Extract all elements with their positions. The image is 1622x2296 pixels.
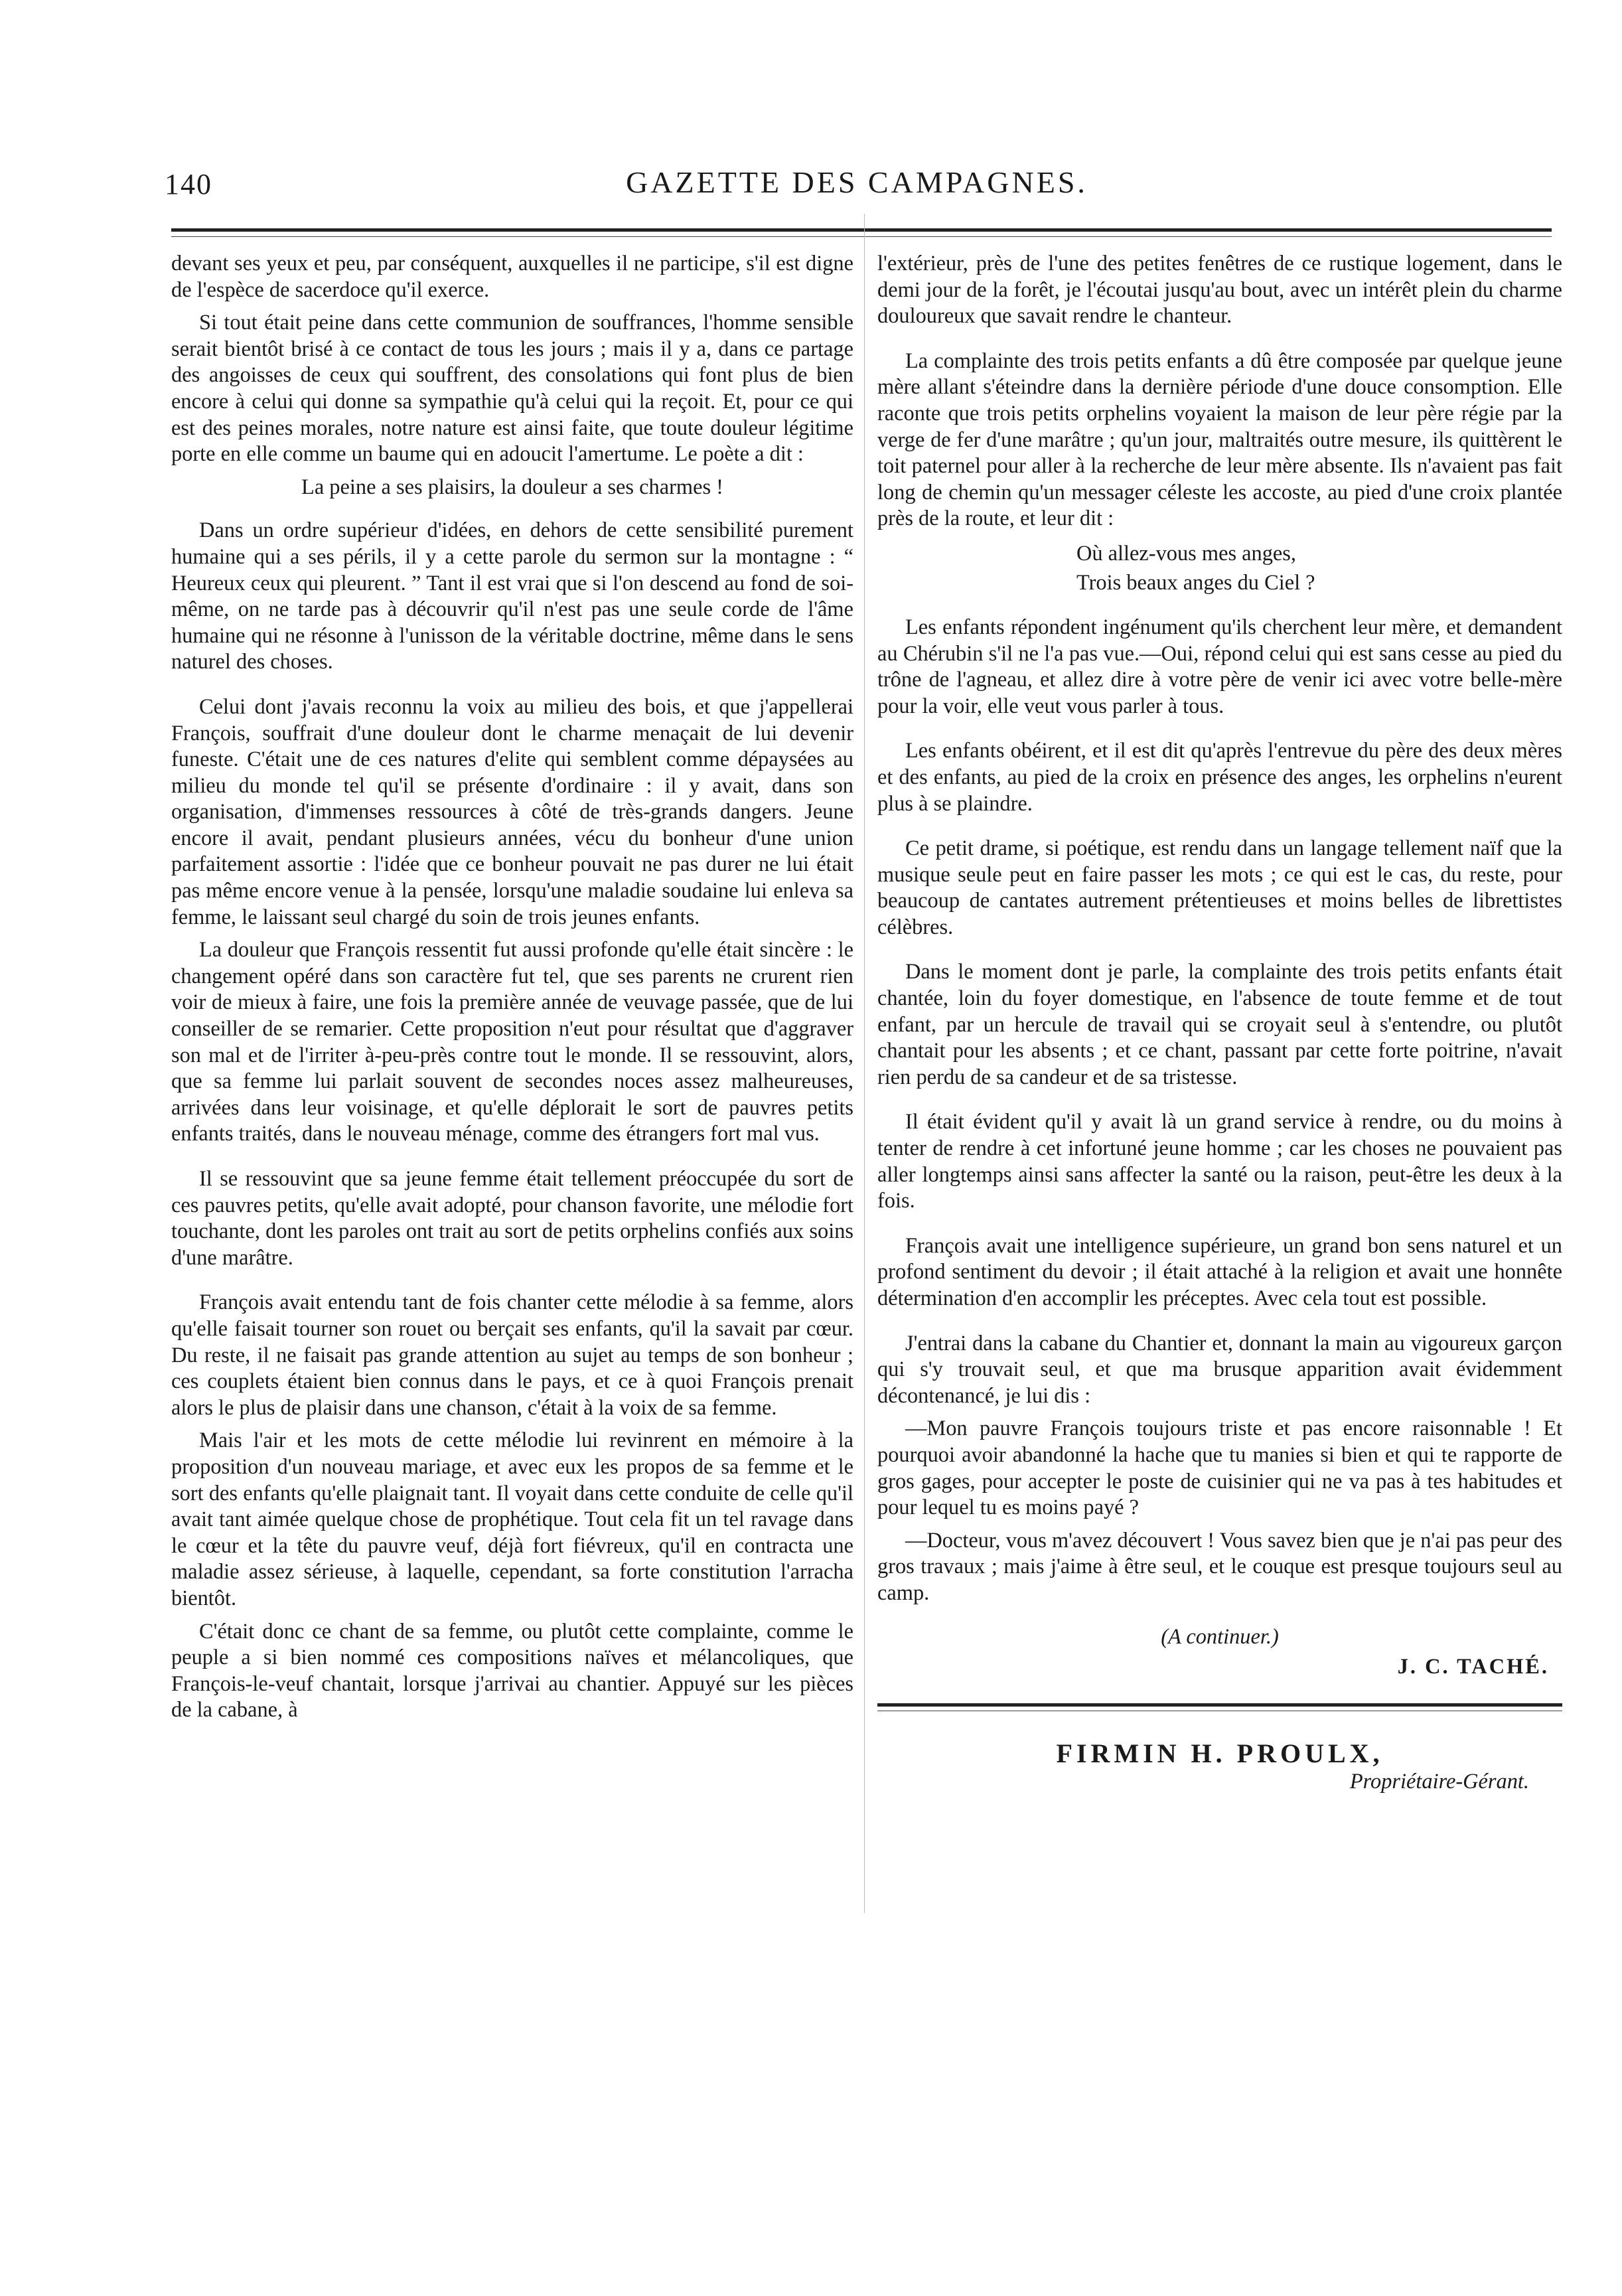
paragraph: Celui dont j'avais reconnu la voix au milieu des bois, et que j'appellerai François, souffrait d'une douleur dont le charme menaçait de lui devenir funeste. C'était une de ces natures d'elite qui semblent comme dépaysées au milieu du monde tel qu'il se présente d'ordinaire : il y avait, dans son organisation, d'immenses ressources à côté de très-grands dangers. Jeune encore il avait, pendant plusieurs années, vécu du bonheur d'une union parfaitement assortie : l'idée que ce bonheur pouvait ne pas durer ne lui était pas même encore venue à la pensée, lorsqu'une maladie soudaine lui enleva sa femme, le laissant seul chargé du soin de trois jeunes enfants. — [171, 694, 853, 929]
right-column — [877, 251, 1562, 1796]
paragraph: Ce petit drame, si poétique, est rendu dans un langage tellement naïf que la musique seule peut en faire passer les mots ; ce qui est le cas, du reste, pour beaucoup de cantates autrement prétentieuses et moins belles de librettistes célèbres. — [877, 836, 1562, 939]
poem-line: Où allez-vous mes anges, — [1076, 541, 1297, 566]
paragraph: C'était donc ce chant de sa femme, ou plutôt cette complainte, comme le peuple a si bien nommé ces compositions naïves et mélancoliques, que François-le-veuf chantait, lorsque j'arrivai au chantier. Appuyé sur les pièces de la cabane, à — [171, 1619, 853, 1722]
paragraph: La douleur que François ressentit fut aussi profonde qu'elle était sincère : le changement opéré dans son caractère fut tel, que ses parents ne crurent rien voir de mieux à faire, une fois la première année de veuvage passée, que de lui conseiller de se remarier. Cette proposition n'eut pour résultat que d'aggraver son mal et de l'irriter à-peu-près contre tout le monde. Il se ressouvint, alors, que sa femme lui parlait souvent de secondes noces assez malheureuses, arrivées dans leur voisinage, et qu'elle déplorait le sort de pauvres petits enfants traités, dans le nouveau ménage, comme des étrangers fort mal vus. — [171, 938, 853, 1146]
paragraph: Les enfants répondent ingénument qu'ils cherchent leur mère, et demandent au Chérubin s'il ne l'a pas vue.—Oui, répond celui qui est sans cesse au pied du trône de l'agneau, et allez dire à votre père de venir ici avec votre belle-mère pour la voir, elle veut vous parler à tous. — [877, 615, 1562, 718]
paragraph: Il se ressouvint que sa jeune femme était tellement préoccupée du sort de ces pauvres petits, qu'elle avait adopté, pour chanson favorite, une mélodie fort touchante, dont les paroles ont trait au sort de petits orphelins confiés aux soins d'une marâtre. — [171, 1167, 853, 1270]
paragraph: François avait une intelligence supérieure, un grand bon sens naturel et un profond sentiment du devoir ; il était attaché à la religion et avait une honnête détermination d'en accomplir les préceptes. Avec cela tout est possible. — [877, 1233, 1562, 1310]
paragraph: Mais l'air et les mots de cette mélodie lui revinrent en mémoire à la proposition d'un nouveau mariage, et avec eux les propos de sa femme et le sort des enfants qu'elle plaignait tant. Il voyait dans cette conduite de celle qu'il avait tant aimée quelque chose de prophétique. Tout cela fit un tel ravage dans le cœur et la tête du pauvre veuf, déjà fort fiévreux, qu'il en contracta une maladie assez sérieuse, à laquelle, cependant, sa forte constitution l'arracha bientôt. — [171, 1428, 853, 1610]
paragraph: Si tout était peine dans cette communion de souffrances, l'homme sensible serait bientôt brisé à ce contact de tous les jours ; mais il y a, dans ce partage des angoisses de ceux qui souffrent, des consolations qui font plus de bien encore à celui qui donne sa sympathie qu'à celui qui la reçoit. Et, pour ce qui est des peines morales, notre nature est ainsi faite, que toute douleur légitime porte en elle comme un baume qui en adoucit l'amertume. Le poète a dit : — [171, 311, 853, 467]
paragraph: Dans un ordre supérieur d'idées, en dehors de cette sensibilité purement humaine qui a ses périls, il y a cette parole du sermon sur la montagne : “ Heureux ceux qui pleurent. ” Tant il est vrai que si l'on descend au fond de soi-même, on ne tarde pas à découvrir qu'il n'est pas une seule corde de l'âme humaine qui ne résonne à l'unisson de la véritable doctrine, même dans le sens naturel des choses. — [171, 518, 853, 674]
publisher-role: Propriétaire-Gérant. — [1349, 1770, 1529, 1794]
paragraph: Les enfants obéirent, et il est dit qu'après l'entrevue du père des deux mères et des enfants, au pied de la croix en présence des anges, les orphelins n'eurent plus à se plaindre. — [877, 739, 1562, 816]
paragraph: Dans le moment dont je parle, la complainte des trois petits enfants était chantée, loin du foyer domestique, en l'absence de toute femme et de tout enfant, par un hercule de travail qui se croyait seul à s'entendre, ou plutôt chantait pour les absents ; et ce chant, passant par cette forte poitrine, n'avait rien perdu de sa candeur et de sa tristesse. — [877, 960, 1562, 1089]
header-rule — [171, 228, 1552, 232]
footer-rule — [877, 1703, 1562, 1707]
paragraph: devant ses yeux et peu, par conséquent, auxquelles il ne participe, s'il est digne de l'espèce de sacerdoce qu'il exerce. — [171, 252, 853, 302]
verse-quote: La peine a ses plaisirs, la douleur a ses charmes ! — [301, 475, 723, 499]
paragraph: —Mon pauvre François toujours triste et pas encore raisonnable ! Et pourquoi avoir abandonné la hache que tu manies si bien et qui te rapporte de gros gages, pour accepter le poste de cuisinier qui ne va pas à tes habitudes et pour lequel tu es moins payé ? — [877, 1416, 1562, 1520]
left-column — [171, 251, 853, 1730]
header-rule-thin — [171, 236, 1552, 237]
page-number: 140 — [165, 168, 212, 200]
poem-quote — [1076, 539, 1562, 597]
column-divider — [864, 214, 865, 1913]
author-signature: J. C. TACHÉ. — [1397, 1655, 1549, 1679]
paragraph: J'entrai dans la cabane du Chantier et, donnant la main au vigoureux garçon qui s'y trouvait seul, et que ma brusque apparition avait évidemment décontenancé, je lui dis : — [877, 1331, 1562, 1408]
paragraph: Il était évident qu'il y avait là un grand service à rendre, ou du moins à tenter de rendre à cet infortuné jeune homme ; car les choses ne pouvaient pas aller longtemps ainsi sans affecter la santé ou la raison, peut-être les deux à la fois. — [877, 1110, 1562, 1213]
poem-line: Trois beaux anges du Ciel ? — [1076, 570, 1315, 595]
publisher-name: FIRMIN H. PROULX, — [1056, 1738, 1384, 1768]
paragraph: l'extérieur, près de l'une des petites fenêtres de ce rustique logement, dans le demi jour de la forêt, je l'écoutai jusqu'au bout, avec un intérêt plein du charme douloureux que savait rendre le chanteur. — [877, 252, 1562, 329]
page-header — [165, 158, 1549, 211]
paragraph: François avait entendu tant de fois chanter cette mélodie à sa femme, alors qu'elle faisait tourner son rouet ou berçait ses enfants, qu'il la savait par cœur. Du reste, il ne faisait pas grande attention au sujet au temps de son bonheur ; ces couplets étaient bien connus dans le pays, et ce à quoi François prenait alors le plus de plaisir dans une chanson, c'était à la voix de sa femme. — [171, 1290, 853, 1420]
continuation-note: (A continuer.) — [1161, 1624, 1279, 1649]
paragraph: La complainte des trois petits enfants a dû être composée par quelque jeune mère allant s'éteindre dans la dernière période d'une douce consomption. Elle raconte que trois petits orphelins voyaient la maison de leur père régie par la verge de fer d'une marâtre ; qu'un jour, maltraités outre mesure, ils quittèrent le toit paternel pour aller à la recherche de leur mère absente. Ils n'avaient pas fait long de chemin qu'un messager céleste les accoste, au pied d'une croix plantée près de la route, et leur dit : — [877, 348, 1562, 531]
journal-title: GAZETTE DES CAMPAGNES. — [626, 165, 1088, 199]
paragraph: —Docteur, vous m'avez découvert ! Vous savez bien que je n'ai pas peur des gros travaux ; mais j'aime à être seul, et le couque est presque toujours seul au camp. — [877, 1528, 1562, 1605]
